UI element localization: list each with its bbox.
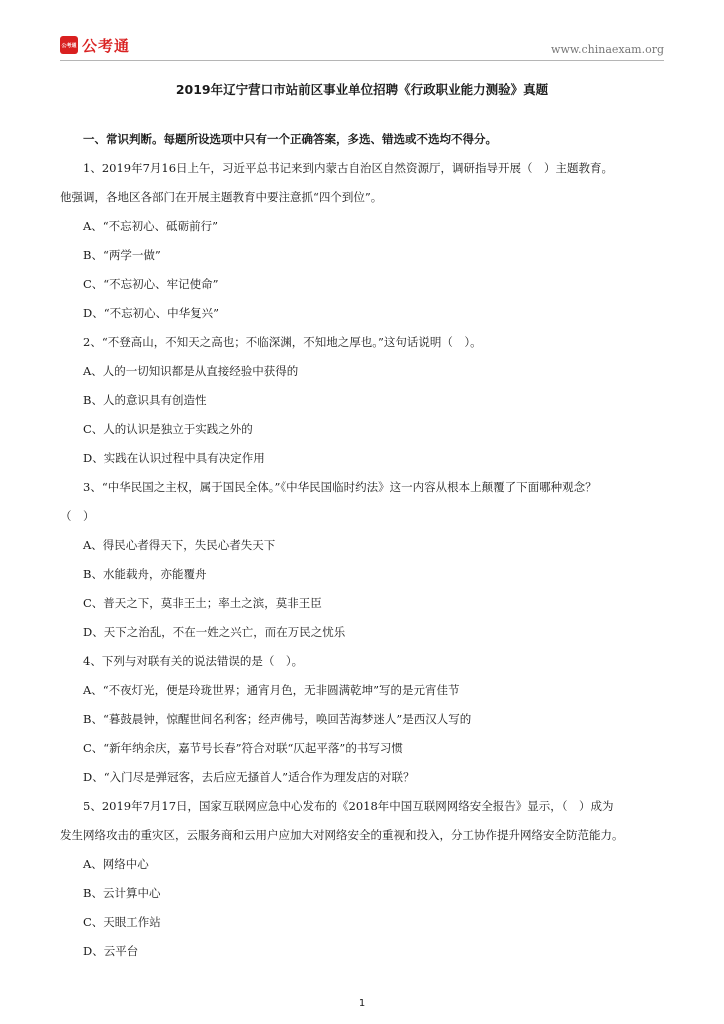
page-header [60, 34, 664, 60]
text-line: D、实践在认识过程中具有决定作用 [83, 451, 265, 465]
text-line: 3、“中华民国之主权，属于国民全体。”《中华民国临时约法》这一内容从根本上颠覆了下面哪种观念？ [83, 480, 597, 494]
text-line: 5、2019年7月17日，国家互联网应急中心发布的《2018年中国互联网网络安全报告》显示，（ ）成为 [83, 799, 614, 813]
question-list [60, 154, 664, 966]
text-line: A、“不忘初心、砥砺前行” [83, 219, 219, 233]
text-line: D、“入门尽是弹冠客，去后应无搔首人”适合作为理发店的对联？ [83, 770, 415, 784]
text-line: C、人的认识是独立于实践之外的 [83, 422, 253, 436]
text-line: A、网络中心 [83, 857, 149, 871]
text-line: C、普天之下，莫非王土；率土之滨，莫非王臣 [83, 596, 322, 610]
text-line: 2、“不登高山，不知天之高也；不临深渊，不知地之厚也。”这句话说明（ ）。 [83, 335, 482, 349]
text-line: （ ） [60, 509, 95, 523]
header-divider [60, 60, 664, 61]
text-line: C、“不忘初心、牢记使命” [83, 277, 219, 291]
text-line: D、天下之治乱，不在一姓之兴亡，而在万民之忧乐 [83, 625, 346, 639]
text-line: C、天眼工作站 [83, 915, 161, 929]
logo-mark-icon: 公考通 [60, 36, 78, 54]
site-url[interactable]: www.chinaexam.org [551, 43, 664, 56]
text-line: 4、下列与对联有关的说法错误的是（ ）。 [83, 654, 304, 668]
text-line: B、云计算中心 [83, 886, 161, 900]
text-line: D、云平台 [83, 944, 139, 958]
brand-logo[interactable] [60, 34, 130, 56]
text-line: 他强调，各地区各部门在开展主题教育中要注意抓“四个到位”。 [60, 190, 383, 204]
text-line: A、得民心者得天下，失民心者失天下 [83, 538, 276, 552]
text-line: 1、2019年7月16日上午，习近平总书记来到内蒙古自治区自然资源厅，调研指导开展（ ）主题教育。 [83, 161, 614, 175]
document-title: 2019年辽宁营口市站前区事业单位招聘《行政职业能力测验》真题 [175, 82, 549, 97]
text-line: A、“不夜灯光，便是玲珑世界；通宵月色，无非圆满乾坤”写的是元宵佳节 [83, 683, 460, 697]
text-line: A、人的一切知识都是从直接经验中获得的 [83, 364, 299, 378]
document-body [60, 125, 664, 966]
text-line: 发生网络攻击的重灾区，云服务商和云用户应加大对网络安全的重视和投入，分工协作提升网络安全防范能力。 [60, 828, 624, 842]
section-heading: 一、常识判断。每题所设选项中只有一个正确答案，多选、错选或不选均不得分。 [83, 132, 497, 146]
text-line: C、“新年纳余庆，嘉节号长春”符合对联“仄起平落”的书写习惯 [83, 741, 403, 755]
page-number: 1 [358, 998, 366, 1009]
logo-text: 公考通 [82, 36, 131, 55]
text-line: B、水能载舟，亦能覆舟 [83, 567, 207, 581]
text-line: B、“两学一做” [83, 248, 161, 262]
text-line: D、“不忘初心、中华复兴” [83, 306, 219, 320]
text-line: B、“暮鼓晨钟，惊醒世间名利客；经声佛号，唤回苦海梦迷人”是西汉人写的 [83, 712, 472, 726]
text-line: B、人的意识具有创造性 [83, 393, 207, 407]
